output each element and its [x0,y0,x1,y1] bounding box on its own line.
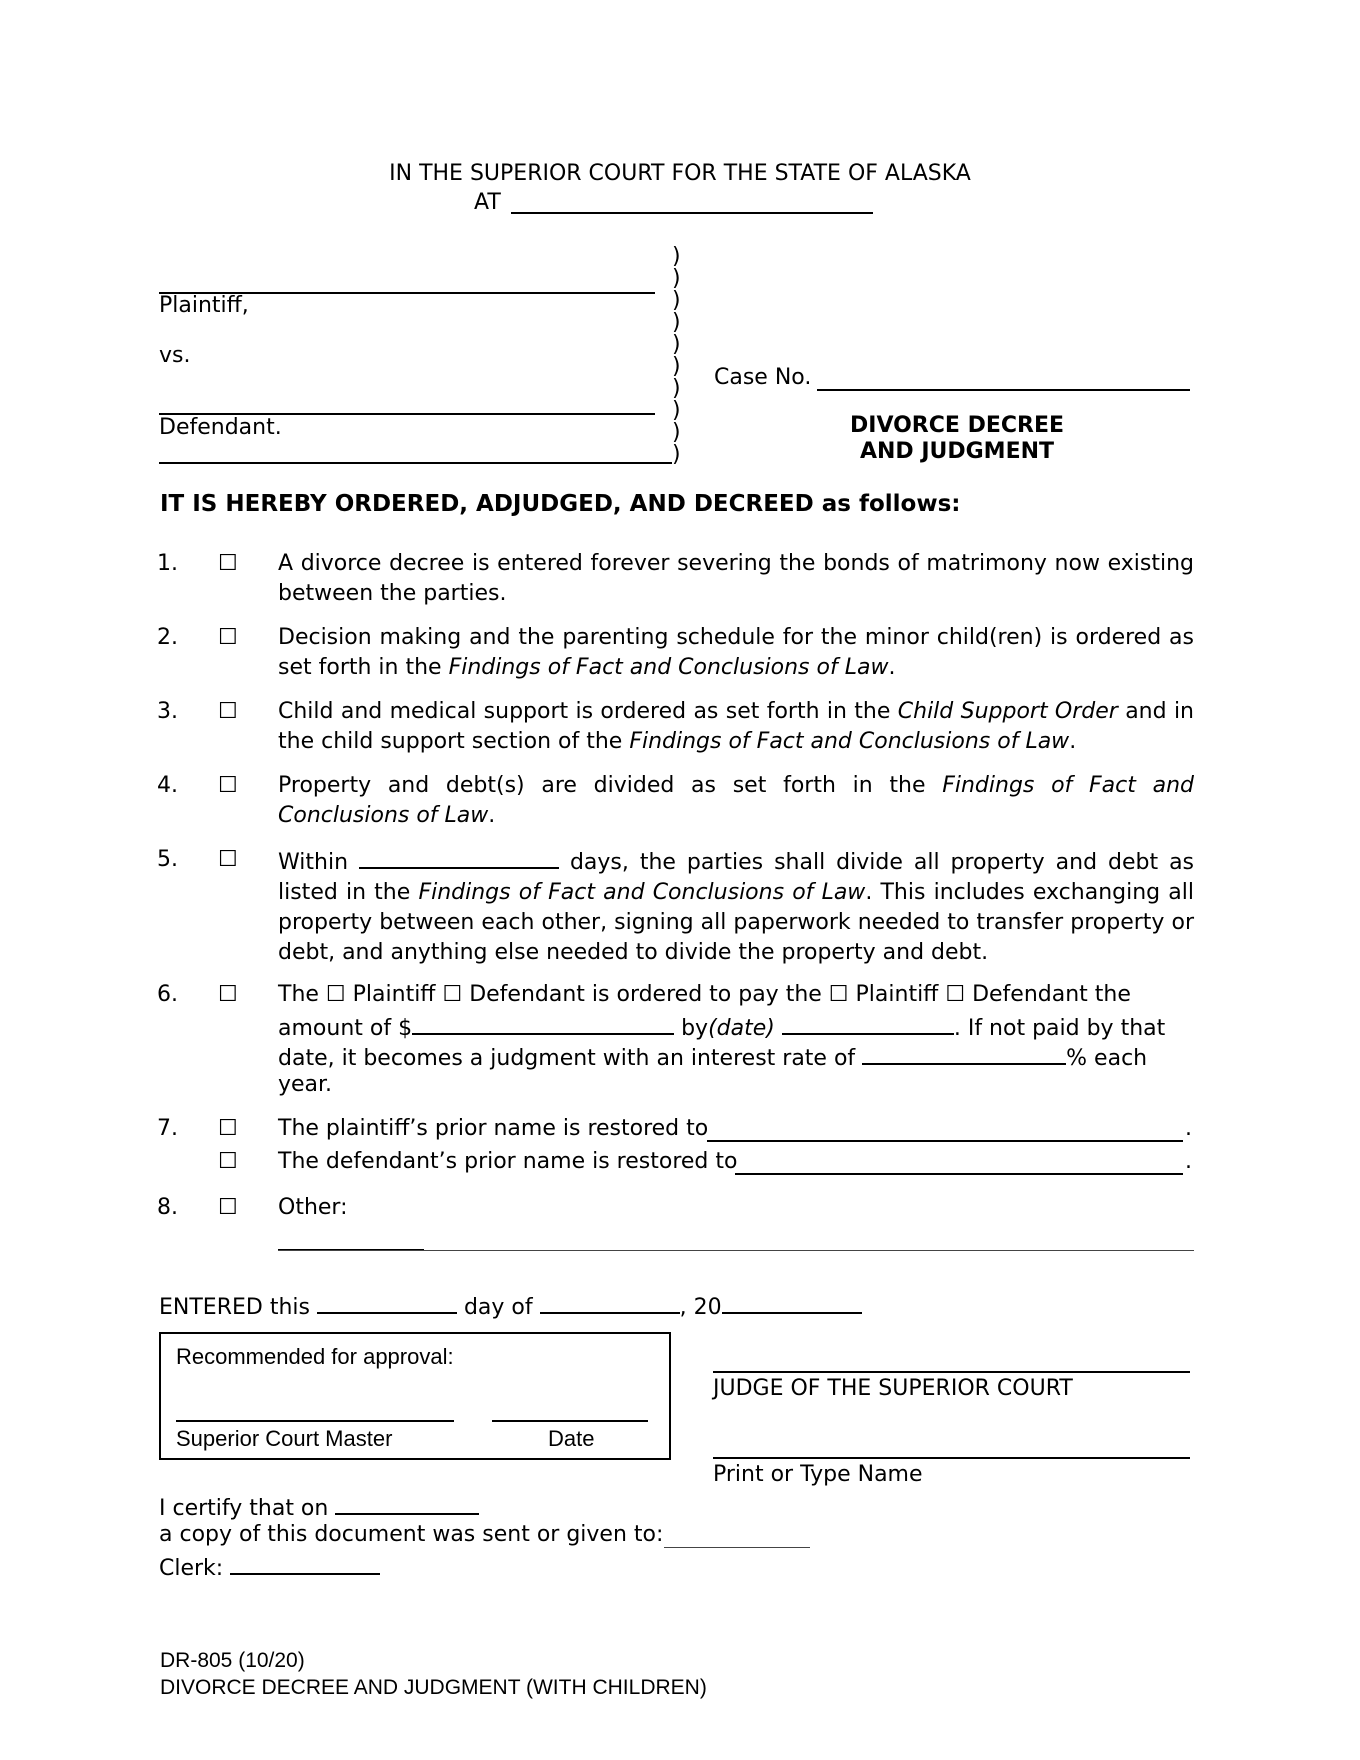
master-date-field[interactable] [492,1420,648,1422]
checkbox-payee-defendant[interactable]: ☐ [945,982,966,1007]
item-7-defendant-period: . [1185,1149,1192,1174]
document-title-line2: AND JUDGMENT [859,439,1055,464]
interest-rate-field[interactable] [862,1041,1066,1065]
checkbox-item-7-defendant[interactable]: ☐ [218,1149,238,1174]
certify-recipient-field[interactable] [664,1547,810,1548]
item-2-text [278,623,1194,683]
item-8-other: Other: [278,1195,348,1220]
item-3-text-c: and in the child support section of the [278,699,1194,754]
item-6-date-label: (date) [708,1016,775,1041]
item-6-notpaid: . If not paid by that [953,1016,1166,1041]
item-1-text: A divorce decree is entered forever severing the bonds of matrimony now existing between the parties. [278,551,1194,606]
checkbox-item-6[interactable]: ☐ [218,982,238,1007]
item-3-text [278,697,1194,757]
certify-on: I certify that on [159,1496,329,1521]
certify-line3 [159,1551,380,1583]
court-location-field[interactable] [511,212,873,214]
days-field[interactable] [359,845,559,869]
item-6-defendant-ordered: Defendant is ordered to pay the [469,982,822,1007]
document-title [797,413,1117,465]
entered-line [159,1290,862,1322]
item-6-year: year. [278,1072,333,1097]
checkbox-item-7-plaintiff[interactable]: ☐ [218,1116,238,1141]
item-number-4: 4. [157,773,178,798]
checkbox-item-3[interactable]: ☐ [218,699,238,724]
item-6-line1 [278,981,1131,1009]
item-5-within: Within [278,850,359,875]
item-3-text-e: . [1069,729,1077,754]
item-6-by: by [681,1016,709,1041]
item-number-3: 3. [157,699,178,724]
certify-line2: a copy of this document was sent or given to: [159,1522,664,1547]
item-3-child-support-ref: Child Support Order [897,699,1118,724]
comma-20: , 20 [679,1295,722,1320]
item-7-plaintiff-period: . [1185,1116,1192,1141]
judge-title: JUDGE OF THE SUPERIOR COURT [713,1376,1073,1401]
form-number: DR-805 (10/20) [160,1649,305,1672]
checkbox-payer-defendant[interactable]: ☐ [442,982,463,1007]
entered-year-field[interactable] [722,1290,862,1314]
recommended-label: Recommended for approval: [176,1344,454,1369]
plaintiff-prior-name-field[interactable] [707,1140,1183,1142]
entered-day-field[interactable] [317,1290,457,1314]
item-number-7: 7. [157,1116,178,1141]
checkbox-payee-plaintiff[interactable]: ☐ [828,982,849,1007]
defendant-label: Defendant. [159,415,282,440]
judge-signature-field[interactable] [713,1371,1190,1373]
item-5-text-d: . This includes exchanging all property between each other, signing all paperwork needed to transfer property or debt, and anything else needed to divide the property and debt. [278,880,1194,965]
item-3-findings-ref: Findings of Fact and Conclusions of Law [629,729,1070,754]
item-5-findings-ref: Findings of Fact and Conclusions of Law [418,880,866,905]
case-no-field[interactable] [817,389,1190,391]
vs-label: vs. [159,343,191,368]
item-3-text-a: Child and medical support is ordered as set forth in the [278,699,898,724]
print-name-label: Print or Type Name [713,1462,923,1487]
item-number-2: 2. [157,625,178,650]
plaintiff-label: Plaintiff, [159,293,249,318]
item-2-text-c: . [888,655,896,680]
item-6-plaintiff-2: Plaintiff [855,982,939,1007]
item-4-text-c: . [488,803,496,828]
item-5-text-b: days, the parties shall divide all property and debt as listed in the [278,850,1195,905]
item-7-defendant-text: The defendant’s prior name is restored to [278,1149,738,1174]
checkbox-item-5[interactable]: ☐ [218,847,238,872]
item-number-1: 1. [157,551,178,576]
item-number-8: 8. [157,1195,178,1220]
item-2-findings-ref: Findings of Fact and Conclusions of Law [448,655,889,680]
form-title: DIVORCE DECREE AND JUDGMENT (WITH CHILDREN) [160,1676,707,1699]
at-label: AT [474,190,501,215]
certify-line1 [159,1491,479,1523]
item-number-6: 6. [157,982,178,1007]
order-heading: IT IS HEREBY ORDERED, ADJUDGED, AND DECREED as follows: [160,491,961,517]
item-6-line2 [278,1011,1165,1043]
item-6-each: % each [1066,1046,1148,1071]
clerk-field[interactable] [230,1551,380,1575]
master-signature-field[interactable] [176,1420,454,1422]
due-date-field[interactable] [782,1011,954,1035]
item-6-defendant-the: Defendant the [972,982,1131,1007]
checkbox-item-1[interactable]: ☐ [218,551,238,576]
defendant-prior-name-field[interactable] [735,1173,1183,1175]
item-6-plaintiff: Plaintiff [352,982,436,1007]
item-4-findings-ref: Findings of Fact and Conclusions of Law [278,773,1194,828]
item-5-text [278,845,1194,968]
court-heading: IN THE SUPERIOR COURT FOR THE STATE OF ALASKA [389,161,971,186]
item-7-plaintiff-text: The plaintiff’s prior name is restored to [278,1116,709,1141]
item-4-text [278,771,1194,831]
item-6-interest-text: date, it becomes a judgment with an interest rate of [278,1046,856,1071]
checkbox-item-2[interactable]: ☐ [218,625,238,650]
certify-date-field[interactable] [335,1491,479,1515]
entered-month-field[interactable] [540,1290,680,1314]
item-6-the: The [278,982,319,1007]
checkbox-payer-plaintiff[interactable]: ☐ [325,982,346,1007]
checkbox-item-8[interactable]: ☐ [218,1195,238,1220]
day-of: day of [463,1295,533,1320]
document-title-line1: DIVORCE DECREE [850,413,1064,438]
case-no-label: Case No. [714,365,812,390]
clerk-label: Clerk: [159,1556,224,1581]
caption-bottom-rule [159,462,672,464]
checkbox-item-4[interactable]: ☐ [218,773,238,798]
item-6-amount: amount of $ [278,1016,413,1041]
amount-field[interactable] [412,1011,674,1035]
entered-this: ENTERED this [159,1295,310,1320]
item-6-line3 [278,1041,1147,1073]
item-number-5: 5. [157,847,178,872]
approval-box [159,1332,671,1460]
other-field[interactable] [278,1250,1194,1251]
judge-print-name-field[interactable] [713,1457,1190,1459]
master-date-label: Date [548,1426,595,1451]
item-4-text-a: Property and debt(s) are divided as set forth in the [278,773,943,798]
item-2-text-a: Decision making and the parenting schedule for the minor child(ren) is ordered as set forth in the [278,625,1194,680]
master-label: Superior Court Master [176,1426,393,1451]
